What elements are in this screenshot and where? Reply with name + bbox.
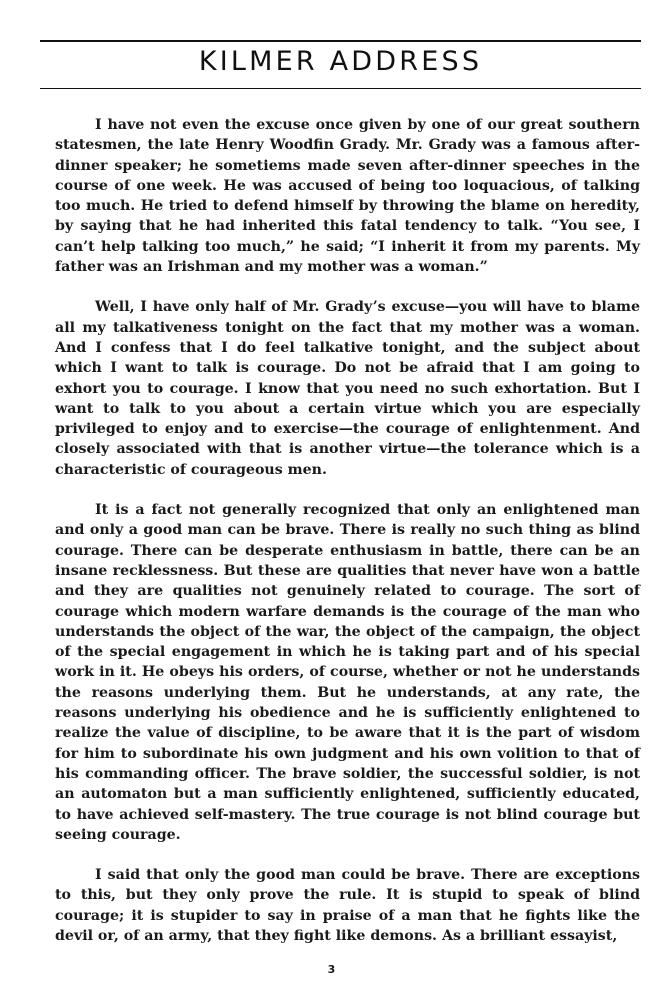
page-number: 3 (327, 963, 336, 976)
paragraph: I have not even the excuse once given by one of our great southern statesmen, the late Henry Woodfin Grady. Mr. Grady was a famous after-dinner speaker; he sometiems made seven after-dinner speeches in the course of one week. He was accused of being too loquacious, of talking too much. He tried to defend himself by throwing the blame on heredity, by saying that he had inherited this fatal tendency to talk. “You see, I can’t help talking too much,” he said; “I inherit it from my parents. My father was an Irishman and my mother was a woman.” (55, 117, 640, 276)
page-title: KILMER ADDRESS (198, 46, 483, 77)
paragraph: I said that only the good man could be brave. There are exceptions to this, but they only prove the rule. It is stupid to speak of blind courage; it is stupider to say in praise of a man that he fights like the devil or, of an army, that they fight like demons. As a brilliant essayist, (55, 867, 640, 944)
header-rule-top (40, 40, 641, 42)
header-rule-bottom (40, 88, 641, 89)
body-text (55, 115, 640, 946)
paragraph: Well, I have only half of Mr. Grady’s excuse—you will have to blame all my talkativeness tonight on the fact that my mother was a woman. And I confess that I do feel talkative tonight, and the subject about which I want to talk is courage. Do not be afraid that I am going to exhort you to courage. I know that you need no such exhortation. But I want to talk to you about a certain virtue which you are especially privileged to enjoy and to exercise—the courage of enlightenment. And closely associated with that is another virtue—the tolerance which is a characteristic of courageous men. (55, 299, 640, 478)
paragraph: It is a fact not generally recognized that only an enlightened man and only a good man can be brave. There is really no such thing as blind courage. There can be desperate enthusiasm in battle, there can be an insane recklessness. But these are qualities that never have won a battle and they are qualities not genuinely related to courage. The sort of courage which modern warfare demands is the courage of the man who understands the object of the war, the object of the campaign, the object of the special engagement in which he is taking part and of his special work in it. He obeys his orders, of course, whether or not he understands the reasons underlying them. But he understands, at any rate, the reasons underlying his obedience and he is sufficiently enlightened to realize the value of discipline, to be aware that it is the part of wisdom for him to subordinate his own judgment and his own volition to that of his commanding officer. The brave soldier, the successful soldier, is not an automaton but a man sufficiently enlightened, sufficiently educated, to have achieved self-mastery. The true courage is not blind courage but seeing courage. (55, 502, 640, 843)
